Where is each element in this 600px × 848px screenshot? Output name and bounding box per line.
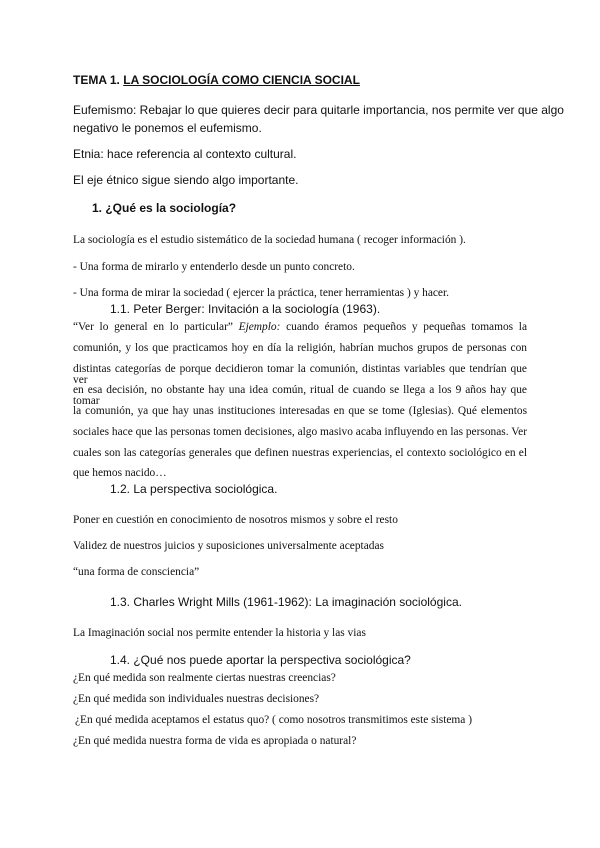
- eufemismo-line-1: Eufemismo: Rebajar lo que quieres decir para quitarle importancia, nos permite ver que algo: [73, 103, 564, 117]
- title-main: LA SOCIOLOGÍA COMO CIENCIA SOCIAL: [123, 73, 360, 87]
- question-1: ¿En qué medida son realmente ciertas nuestras creencias?: [73, 672, 336, 684]
- paragraph-line-7: cuales son las categorías generales que definen nuestras experiencias, el contexto sociológico en el: [73, 447, 527, 459]
- paragraph-line-5: la comunión, ya que hay unas instituciones interesadas en que se tome (Iglesias). Qué elementos: [73, 405, 527, 417]
- paragraph-line-8: que hemos nacido…: [73, 467, 167, 479]
- perspective-line-1: Poner en cuestión en conocimiento de nosotros mismos y sobre el resto: [73, 514, 398, 526]
- perspective-line-3: “una forma de consciencia”: [73, 566, 200, 578]
- section-1-heading: 1. ¿Qué es la sociología?: [92, 201, 237, 215]
- document-title: [73, 74, 360, 86]
- example-label: Ejemplo:: [238, 321, 281, 333]
- etnia-line: Etnia: hace referencia al contexto cultural.: [73, 147, 297, 161]
- subsection-1-4-heading: 1.4. ¿Qué nos puede aportar la perspectiva sociológica?: [110, 653, 411, 667]
- bullet-line-2: - Una forma de mirar la sociedad ( ejercer la práctica, tener herramientas ) y hacer.: [73, 287, 449, 299]
- question-4: ¿En qué medida nuestra forma de vida es apropiada o natural?: [73, 735, 357, 747]
- subsection-1-2-heading: 1.2. La perspectiva sociológica.: [110, 482, 278, 496]
- paragraph-line-6: sociales hace que las personas tomen decisiones, algo masivo acaba influyendo en las personas. Ver: [73, 426, 528, 438]
- paragraph-line-4: en esa decisión, no obstante hay una idea común, ritual de cuando se llega a los 9 años hay que tomar: [73, 384, 527, 408]
- eufemismo-line-2: negativo le ponemos el eufemismo.: [73, 121, 262, 135]
- bullet-line-1: - Una forma de mirarlo y entenderlo desde un punto concreto.: [73, 261, 355, 273]
- eje-line: El eje étnico sigue siendo algo importante.: [73, 173, 299, 187]
- question-2: ¿En qué medida son individuales nuestras decisiones?: [73, 693, 320, 705]
- subsection-1-3-heading: 1.3. Charles Wright Mills (1961-1962): La imaginación sociológica.: [110, 595, 462, 609]
- paragraph-line-1: [73, 322, 527, 333]
- imagination-line: La Imaginación social nos permite entender la historia y las vias: [73, 627, 366, 639]
- definition-line: La sociología es el estudio sistemático de la sociedad humana ( recoger información ).: [73, 234, 466, 246]
- perspective-line-2: Validez de nuestros juicios y suposiciones universalmente aceptadas: [73, 540, 384, 552]
- paragraph-line-2: comunión, y los que practicamos hoy en día la religión, habrían muchos grupos de personas con: [73, 342, 527, 354]
- subsection-1-1-heading: 1.1. Peter Berger: Invitación a la sociología (1963).: [110, 302, 381, 316]
- question-3: ¿En qué medida aceptamos el estatus quo? ( como nosotros transmitimos este sistema ): [75, 714, 472, 726]
- title-prefix: TEMA 1.: [73, 73, 120, 87]
- quote-start: “Ver lo general en lo particular”: [73, 321, 233, 333]
- paragraph-line-1-rest: cuando éramos pequeños y pequeñas tomamos la: [286, 321, 527, 333]
- paragraph-line-3: distintas categorías de porque decidieron tomar la comunión, distintas variables que tendrían que ver: [73, 363, 527, 387]
